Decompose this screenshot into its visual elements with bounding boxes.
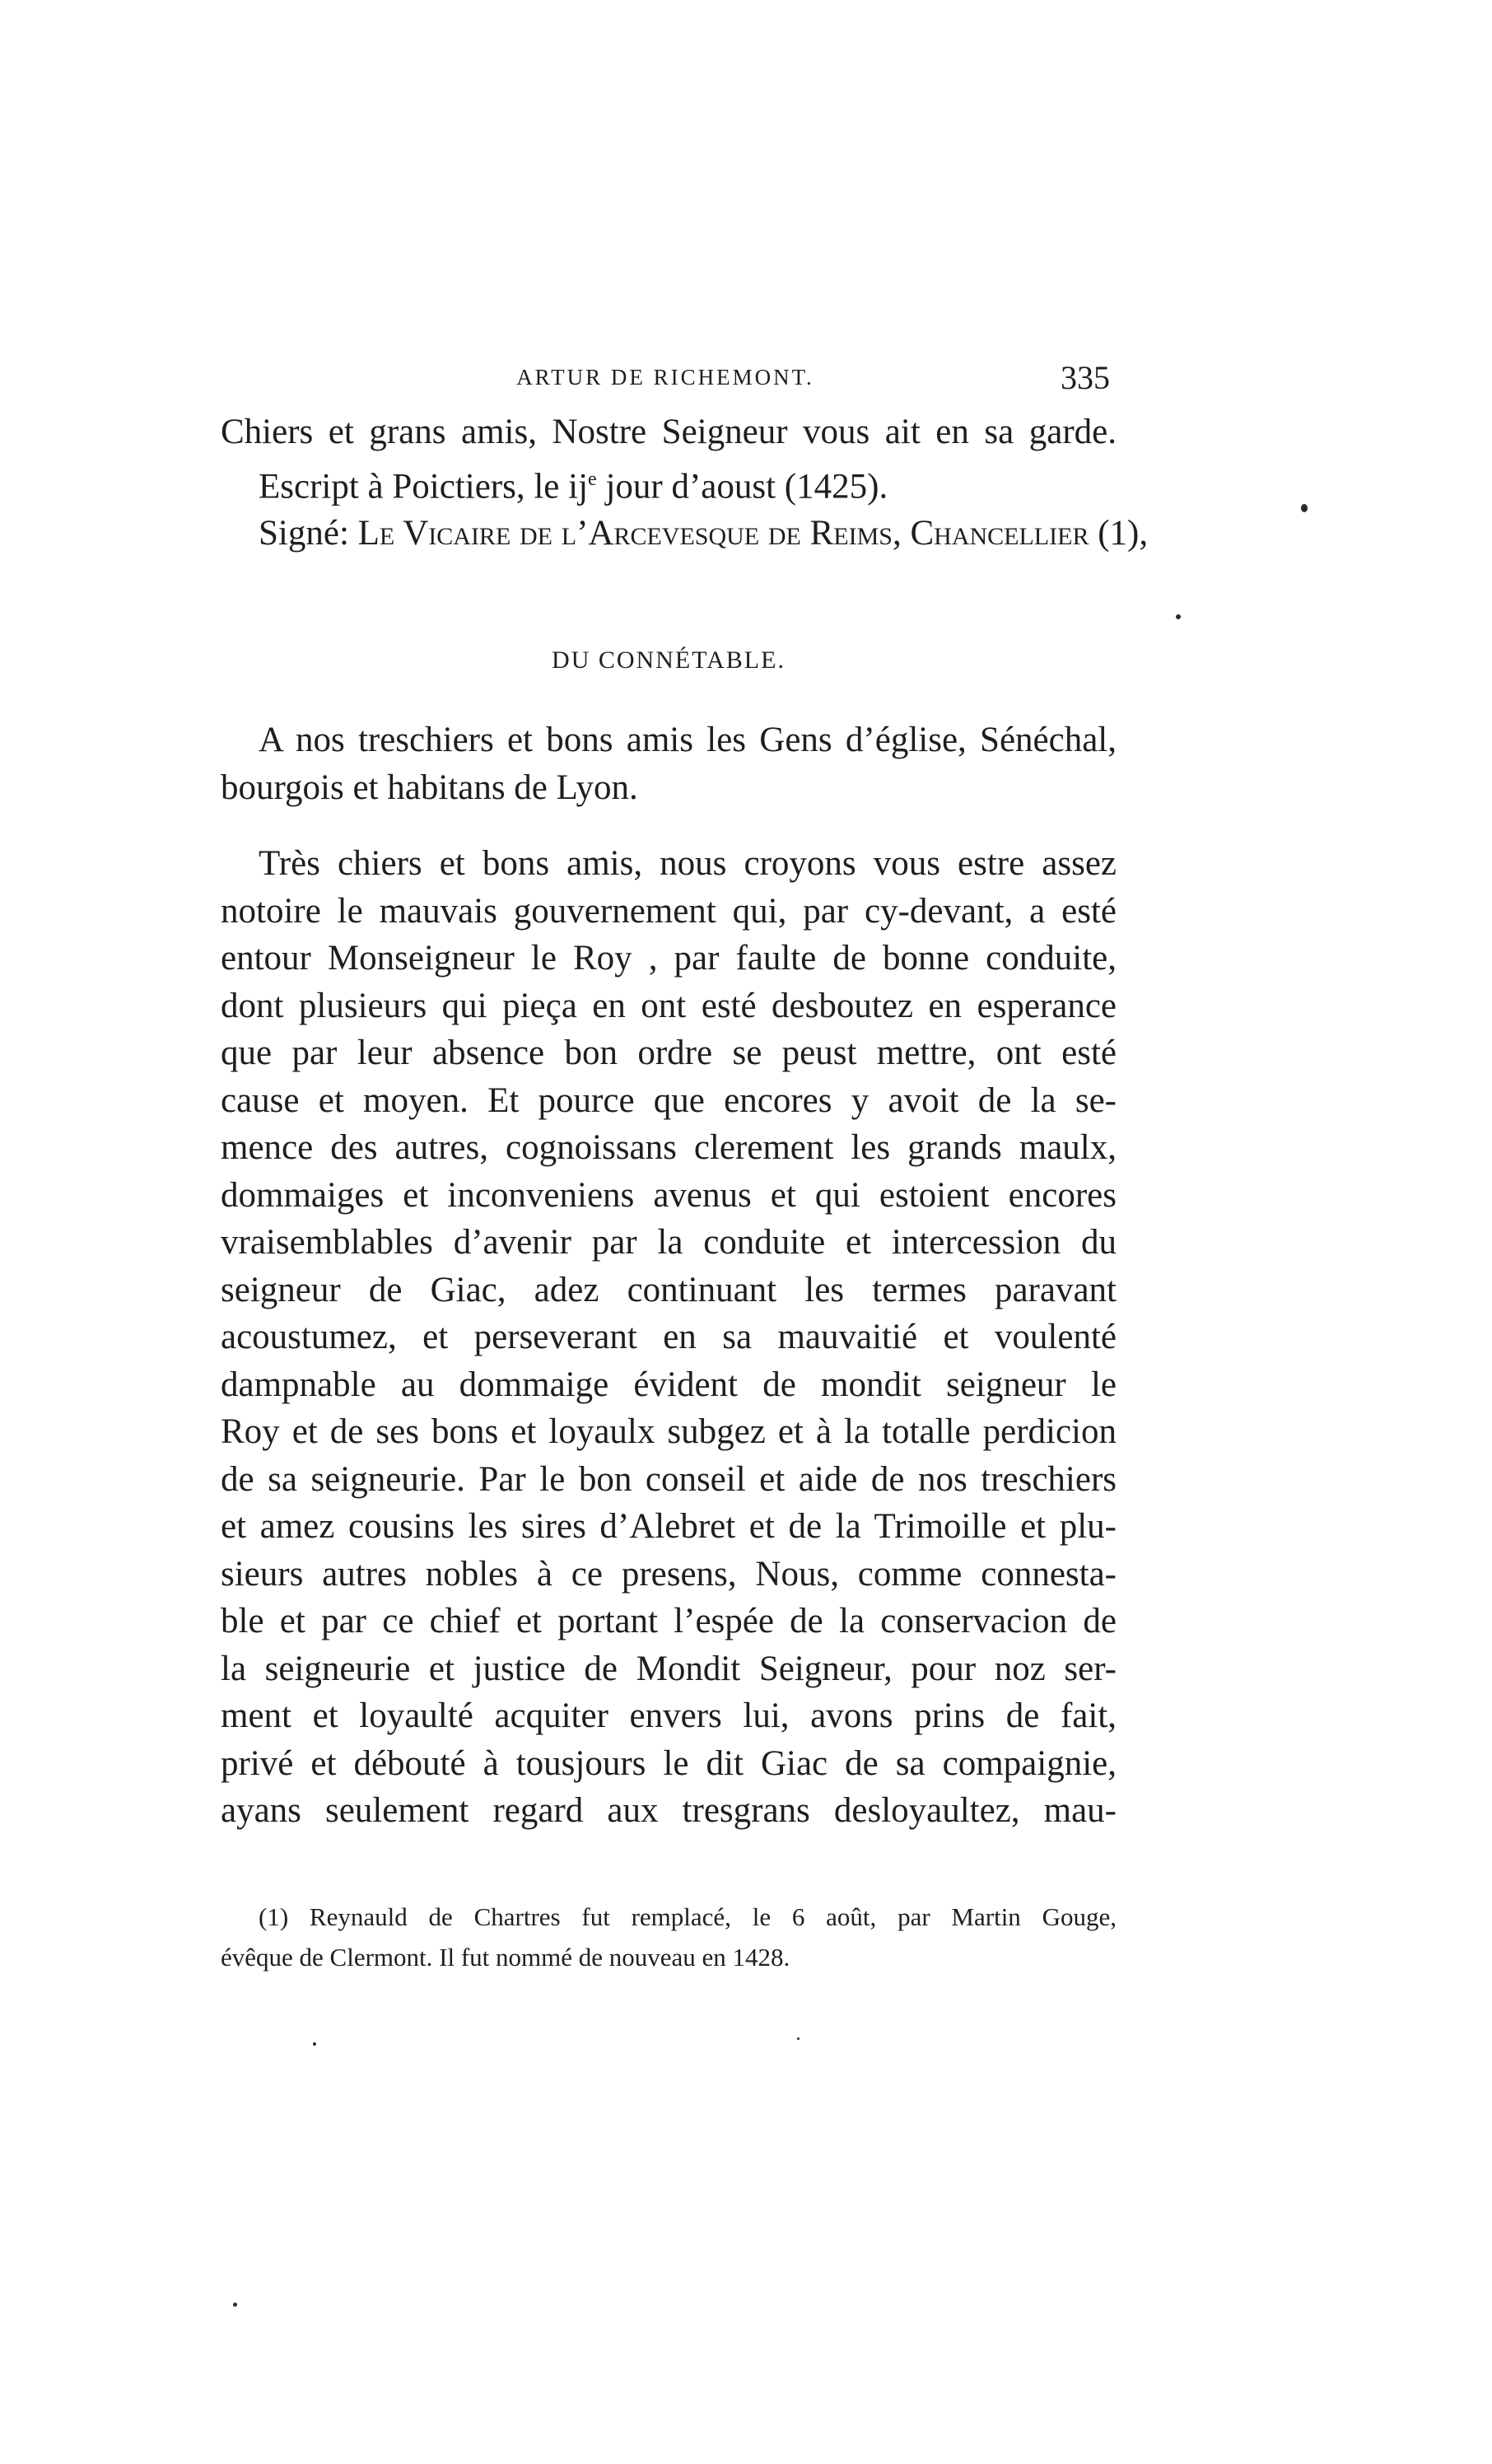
page-number: 335 — [1061, 359, 1110, 396]
body-line: dont plusieurs qui pieça en ont esté desboutez en esperance — [221, 986, 1117, 1025]
body-line: ble et par ce chief et portant l’espée de la conservacion de — [221, 1602, 1117, 1640]
footnote — [221, 1897, 1117, 1977]
address-line: bourgois et habitans de Lyon. — [221, 768, 638, 807]
letter-closing — [221, 408, 1149, 558]
body-line: mence des autres, cognoissans clerement les grands maulx, — [221, 1128, 1117, 1167]
body-line: sieurs autres nobles à ce presens, Nous, comme connesta- — [221, 1554, 1117, 1594]
body-line: que par leur absence bon ordre se peust mettre, ont esté — [221, 1034, 1117, 1072]
ink-speck — [1176, 614, 1181, 619]
body-line: privé et débouté à tousjours le dit Giac de sa compaignie, — [221, 1743, 1117, 1783]
footnote-line: évêque de Clermont. Il fut nommé de nouveau en 1428. — [221, 1943, 790, 1972]
signature-name: Le Vicaire de l’Arcevesque de Reims, Chancellier — [357, 514, 1089, 553]
ink-speck — [1301, 504, 1308, 512]
body-line: vraisemblables d’avenir par la conduite et intercession du — [221, 1223, 1117, 1262]
date-line: Escript à Poictiers, le $ij^e$ jour d’aoust (1425). — [259, 466, 888, 506]
body-line: la seigneurie et justice de Mondit Seigneur, pour noz ser- — [221, 1649, 1117, 1688]
letter-body — [221, 840, 1117, 1835]
body-line: acoustumez, et perseverant en sa mauvaitié et voulenté — [221, 1318, 1117, 1356]
body-line: seigneur de Giac, adez continuant les termes paravant — [221, 1270, 1117, 1309]
body-line: ment et loyaulté acquiter envers lui, avons prins de fait, — [221, 1696, 1117, 1735]
closing-line: Chiers et grans amis, Nostre Seigneur vous ait en sa garde. — [221, 413, 1117, 451]
running-head — [221, 358, 1110, 398]
body-line: notoire le mauvais gouvernement qui, par cy-devant, a esté — [221, 891, 1117, 931]
footnote-line: (1) Reynauld de Chartres fut remplacé, le 6 août, par Martin Gouge, — [259, 1902, 1117, 1931]
ink-speck — [797, 2037, 800, 2040]
body-line: dampnable au dommaige évident de mondit seigneur le — [221, 1365, 1117, 1404]
body-line: cause et moyen. Et pource que encores y avoit de la se- — [221, 1080, 1117, 1120]
ink-speck — [233, 2303, 237, 2307]
signature-line: Signé: Le Vicaire de l’Arcevesque de Reims, Chancellier (1), — [259, 514, 1149, 553]
ink-speck — [313, 2042, 316, 2046]
body-line: Très chiers et bons amis, nous croyons vous estre assez — [259, 844, 1117, 883]
address-line: A nos treschiers et bons amis les Gens d’église, Sénéchal, — [259, 721, 1117, 759]
body-line: Roy et de ses bons et loyaulx subgez et à la totalle perdicion — [221, 1412, 1117, 1451]
body-line: entour Monseigneur le Roy , par faulte de bonne conduite, — [221, 939, 1117, 978]
body-line: de sa seigneurie. Par le bon conseil et aide de nos treschiers — [221, 1459, 1117, 1499]
body-line: dommaiges et inconveniens avenus et qui estoient encores — [221, 1175, 1117, 1215]
section-heading: DU CONNÉTABLE. — [552, 646, 786, 674]
body-line: et amez cousins les sires d’Alebret et de la Trimoille et plu- — [221, 1507, 1117, 1546]
running-title: ARTUR DE RICHEMONT. — [516, 365, 814, 390]
letter-address — [221, 716, 1117, 811]
body-line: ayans seulement regard aux tresgrans desloyaultez, mau- — [221, 1791, 1117, 1830]
